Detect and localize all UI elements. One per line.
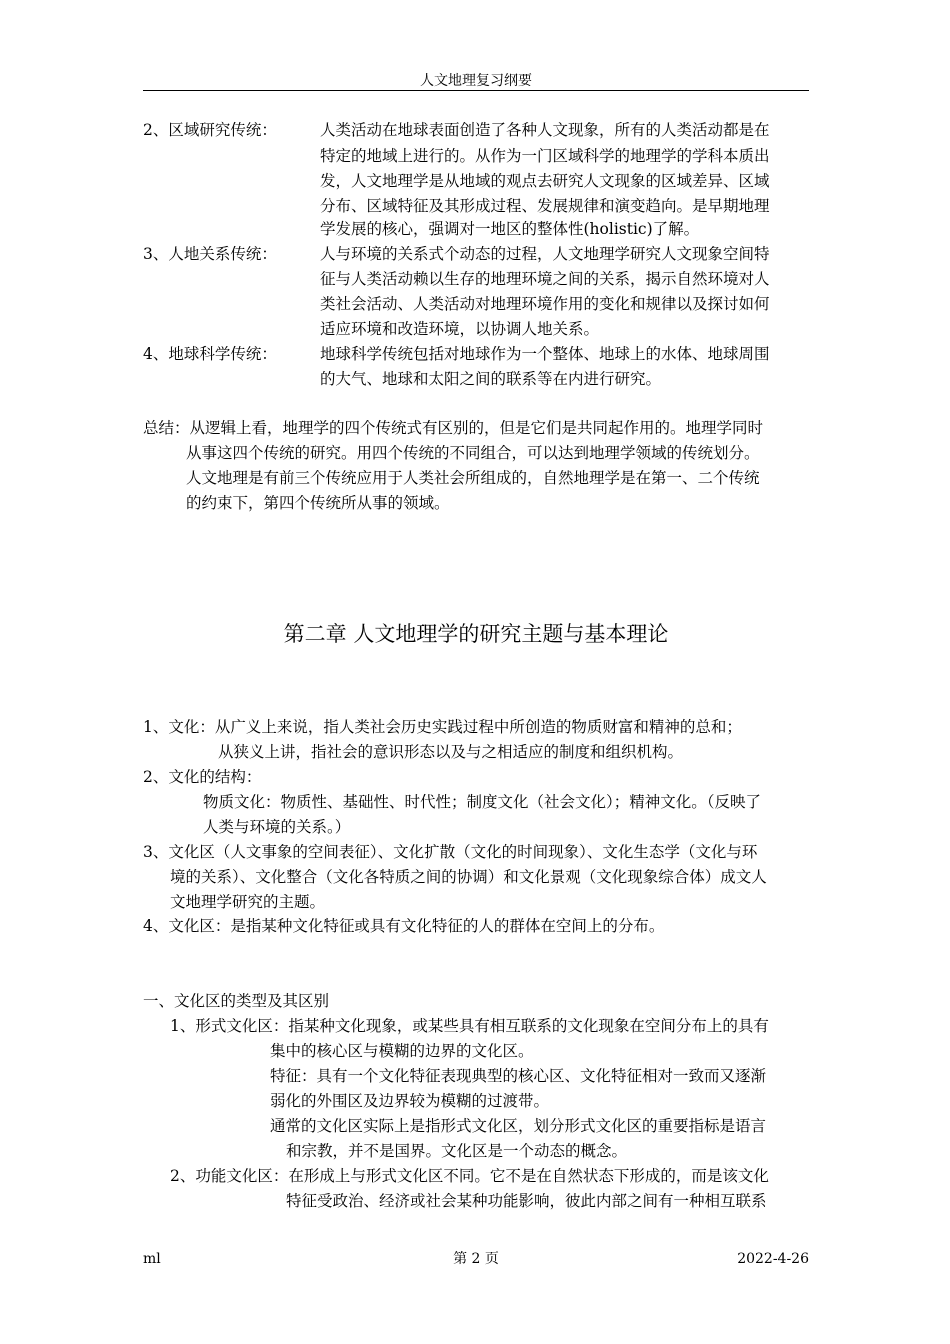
concept-3-line: 境的关系）、文化整合（文化各特质之间的协调）和文化景观（文化现象综合体）成文人 [170,868,767,886]
summary-line: 从事这四个传统的研究。用四个传统的不同组合，可以达到地理学领域的传统划分。 [186,444,760,462]
tradition-2-line: 学发展的核心，强调对一地区的整体性(holistic)了解。 [320,220,700,238]
tradition-2-line: 发，人文地理学是从地域的观点去研究人文现象的区域差异、区域 [320,172,770,190]
formal-region-line: 集中的核心区与模糊的边界的文化区。 [270,1042,534,1060]
tradition-4-line: 地球科学传统包括对地球作为一个整体、地球上的水体、地球周围 [320,345,770,363]
tradition-3-line: 适应环境和改造环境，以协调人地关系。 [320,320,600,338]
header-divider [143,90,809,91]
concept-3-line: 文地理学研究的主题。 [170,893,326,911]
concept-3-line: 3、文化区（人文事象的空间表征）、文化扩散（文化的时间现象）、文化生态学（文化与环 [143,843,758,861]
tradition-2-line: 特定的地域上进行的。从作为一门区域科学的地理学的学科本质出 [320,147,770,165]
footer-date: 2022-4-26 [737,1251,809,1267]
concept-2-line: 人类与环境的关系。） [203,818,351,836]
concept-1-line: 1、文化：从广义上来说，指人类社会历史实践过程中所创造的物质财富和精神的总和； [143,718,742,736]
page-number: 第 2 页 [453,1251,499,1267]
tradition-4-label: 4、地球科学传统： [143,345,277,363]
formal-region-line: 1、形式文化区：指某种文化现象，或某些具有相互联系的文化现象在空间分布上的具有 [170,1017,769,1035]
summary-line: 的约束下，第四个传统所从事的领域。 [186,494,450,512]
summary-line: 总结：从逻辑上看，地理学的四个传统式有区别的，但是它们是共同起作用的。地理学同时 [143,419,764,437]
tradition-3-label: 3、人地关系传统： [143,245,277,263]
tradition-3-line: 类社会活动、人类活动对地理环境作用的变化和规律以及探讨如何 [320,295,770,313]
footer-author: ml [143,1251,161,1267]
concept-4-line: 4、文化区：是指某种文化特征或具有文化特征的人的群体在空间上的分布。 [143,917,665,935]
formal-region-line: 通常的文化区实际上是指形式文化区，划分形式文化区的重要指标是语言 [270,1117,767,1135]
summary-line: 人文地理是有前三个传统应用于人类社会所组成的，自然地理学是在第一、二个传统 [186,469,760,487]
concept-2-line: 2、文化的结构： [143,768,262,786]
formal-region-line: 特征：具有一个文化特征表现典型的核心区、文化特征相对一致而又逐渐 [270,1067,767,1085]
functional-region-line: 特征受政治、经济或社会某种功能影响，彼此内部之间有一种相互联系 [286,1192,767,1210]
tradition-3-line: 征与人类活动赖以生存的地理环境之间的关系，揭示自然环境对人 [320,270,770,288]
tradition-2-line: 分布、区域特征及其形成过程、发展规律和演变趋向。是早期地理 [320,197,770,215]
tradition-2-label: 2、区域研究传统： [143,121,277,139]
concept-2-line: 物质文化：物质性、基础性、时代性；制度文化（社会文化）；精神文化。（反映了 [203,793,762,811]
formal-region-line: 弱化的外围区及边界较为模糊的过渡带。 [270,1092,550,1110]
tradition-3-line: 人与环境的关系式个动态的过程，人文地理学研究人文现象空间特 [320,245,770,263]
chapter-title: 第二章 人文地理学的研究主题与基本理论 [283,622,669,646]
page-header: 人文地理复习纲要 [420,73,532,89]
section-heading: 一、文化区的类型及其区别 [143,992,330,1010]
functional-region-line: 2、功能文化区：在形成上与形式文化区不同。它不是在自然状态下形成的，而是该文化 [170,1167,769,1185]
concept-1-line: 从狭义上讲，指社会的意识形态以及与之相适应的制度和组织机构。 [218,743,684,761]
formal-region-line: 和宗教，并不是国界。文化区是一个动态的概念。 [286,1142,628,1160]
tradition-4-line: 的大气、地球和太阳之间的联系等在内进行研究。 [320,370,662,388]
tradition-2-line: 人类活动在地球表面创造了各种人文现象，所有的人类活动都是在 [320,121,770,139]
